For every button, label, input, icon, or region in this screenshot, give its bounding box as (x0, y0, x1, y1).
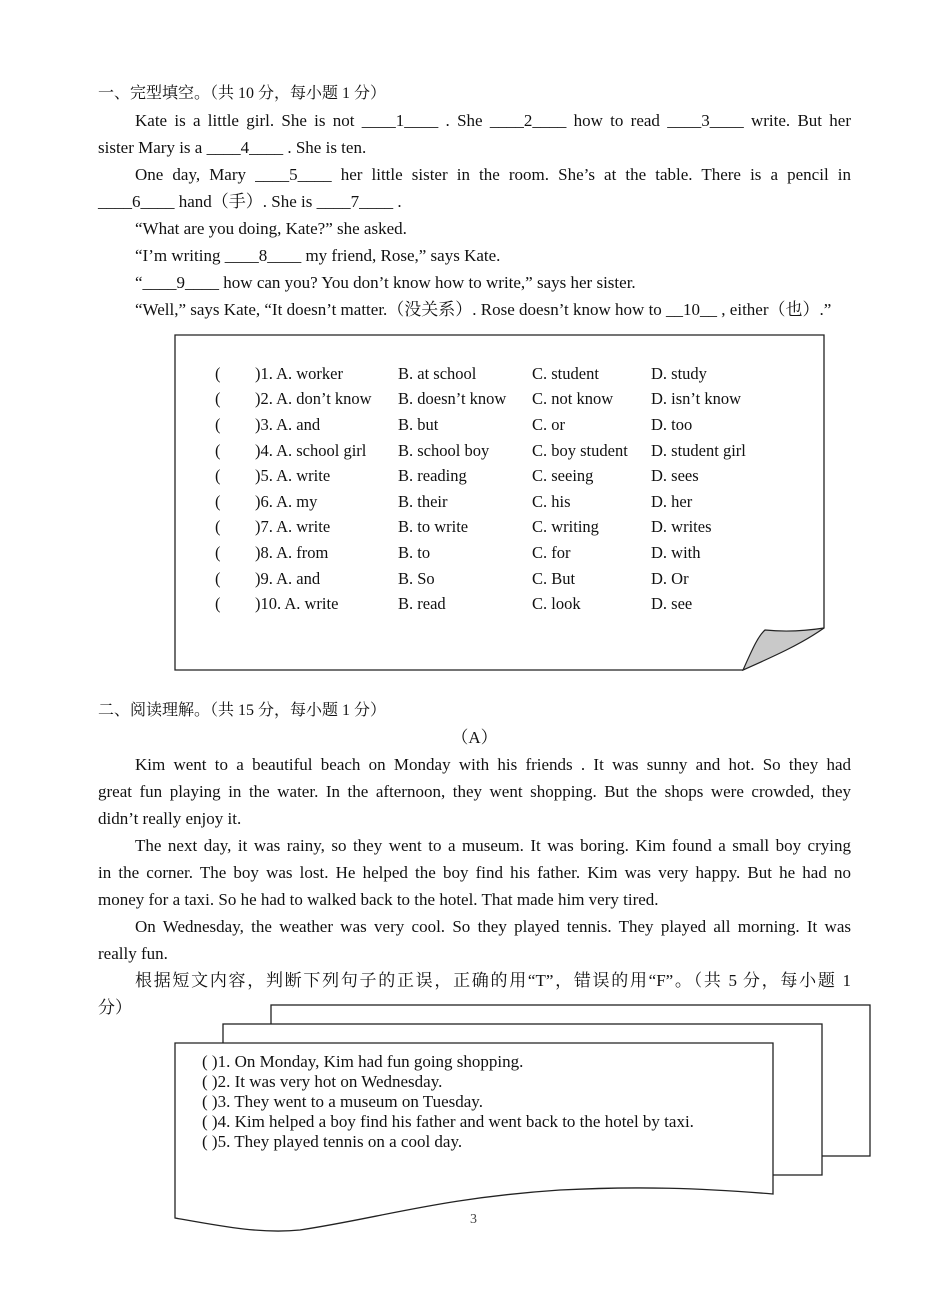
cloze-line-7: “____9____ how can you? You don’t know how to write,” says her sister. (135, 273, 636, 292)
option-a: )8. A. from (255, 542, 329, 562)
cloze-line-4: ____6____ hand（手）. She is ____7____ . (98, 192, 402, 211)
option-c: C. boy student (532, 440, 628, 460)
reading-line-3: didn’t really enjoy it. (98, 809, 242, 828)
option-c: C. for (532, 542, 571, 562)
cloze-line-2: sister Mary is a ____4____ . She is ten. (98, 138, 367, 157)
option-a: )3. A. and (255, 414, 321, 434)
option-b: B. to (398, 542, 431, 562)
option-c: C. or (532, 414, 565, 434)
page-number: 3 (470, 1212, 477, 1227)
tf-statement-5: ( )5. They played tennis on a cool day. (202, 1132, 463, 1151)
option-a: )4. A. school girl (255, 440, 367, 460)
option-b: B. doesn’t know (398, 389, 507, 409)
cloze-line-5: “What are you doing, Kate?” she asked. (135, 219, 407, 238)
reading-line-6: money for a taxi. So he had to walked back to the hotel. That made him very tired. (98, 890, 659, 909)
option-d: D. study (651, 363, 707, 383)
section2-heading: 二、阅读理解。（共 15 分，每小题 1 分） (98, 702, 387, 719)
option-a: )1. A. worker (255, 363, 343, 383)
option-b: B. their (398, 491, 448, 511)
reading-line-2: great fun playing in the water. In the afternoon, they went shopping. But the shops were crowded, they (98, 782, 851, 801)
answer-blank[interactable]: ( (215, 542, 221, 562)
reading-line-5: in the corner. The boy was lost. He helped the boy find his father. Kim was very happy. But he had no (98, 863, 851, 882)
option-c: C. But (532, 568, 576, 588)
option-b: B. school boy (398, 440, 490, 460)
cloze-line-3: One day, Mary ____5____ her little sister in the room. She’s at the table. There is a pencil in (135, 165, 851, 184)
reading-line-4: The next day, it was rainy, so they went to a museum. It was boring. Kim found a small boy crying (135, 836, 851, 855)
option-b: B. but (398, 414, 439, 434)
answer-blank[interactable]: ( (215, 414, 221, 434)
option-d: D. student girl (651, 440, 746, 460)
answer-blank[interactable]: ( (215, 440, 221, 460)
option-c: C. student (532, 363, 599, 383)
option-d: D. her (651, 491, 693, 511)
instruction-line-1: 根据短文内容，判断下列句子的正误，正确的用“T”，错误的用“F”。（共 5 分，每小题 1 (135, 971, 851, 990)
option-c: C. his (532, 491, 571, 511)
reading-line-8: really fun. (98, 944, 168, 963)
answer-blank[interactable]: ( (215, 363, 221, 383)
option-b: B. at school (398, 363, 477, 383)
tf-statement-4: ( )4. Kim helped a boy find his father and went back to the hotel by taxi. (202, 1112, 694, 1131)
option-a: )7. A. write (255, 517, 331, 537)
option-b: B. to write (398, 517, 469, 537)
option-d: D. with (651, 542, 701, 562)
option-d: D. too (651, 414, 693, 434)
answer-blank[interactable]: ( (215, 466, 221, 486)
tf-statement-3: ( )3. They went to a museum on Tuesday. (202, 1092, 483, 1111)
reading-line-7: On Wednesday, the weather was very cool. So they played tennis. They played all morning. It was (135, 917, 851, 936)
option-d: D. Or (651, 568, 689, 588)
instruction-line-2: 分） (98, 998, 132, 1017)
option-d: D. see (651, 594, 693, 614)
option-a: )9. A. and (255, 568, 321, 588)
tf-statement-1: ( )1. On Monday, Kim had fun going shopping. (202, 1052, 524, 1071)
passage-a-label: （A） (451, 728, 498, 747)
option-c: C. not know (532, 389, 614, 409)
answer-blank[interactable]: ( (215, 517, 221, 537)
cloze-line-8: “Well,” says Kate, “It doesn’t matter.（没关系）. Rose doesn’t know how to __10__ , either（也）.” (135, 300, 832, 319)
answer-blank[interactable]: ( (215, 389, 221, 409)
option-d: D. isn’t know (651, 389, 741, 409)
option-a: )6. A. my (255, 491, 318, 511)
cloze-line-6: “I’m writing ____8____ my friend, Rose,” says Kate. (135, 246, 501, 265)
option-a: )5. A. write (255, 466, 331, 486)
answer-blank[interactable]: ( (215, 594, 221, 614)
option-a: )2. A. don’t know (255, 389, 372, 409)
option-c: C. look (532, 594, 581, 614)
section1-heading: 一、完型填空。（共 10 分，每小题 1 分） (98, 85, 387, 102)
cloze-line-1: Kate is a little girl. She is not ____1____ . She ____2____ how to read ____3____ write. But her (135, 111, 851, 130)
option-b: B. read (398, 594, 446, 614)
answer-blank[interactable]: ( (215, 568, 221, 588)
option-c: C. seeing (532, 466, 594, 486)
option-b: B. reading (398, 466, 467, 486)
tf-statement-2: ( )2. It was very hot on Wednesday. (202, 1072, 443, 1091)
option-a: )10. A. write (255, 594, 339, 614)
option-b: B. So (398, 568, 435, 588)
option-d: D. sees (651, 466, 699, 486)
option-d: D. writes (651, 517, 712, 537)
option-c: C. writing (532, 517, 599, 537)
reading-line-1: Kim went to a beautiful beach on Monday with his friends . It was sunny and hot. So they had (135, 755, 851, 774)
answer-blank[interactable]: ( (215, 491, 221, 511)
